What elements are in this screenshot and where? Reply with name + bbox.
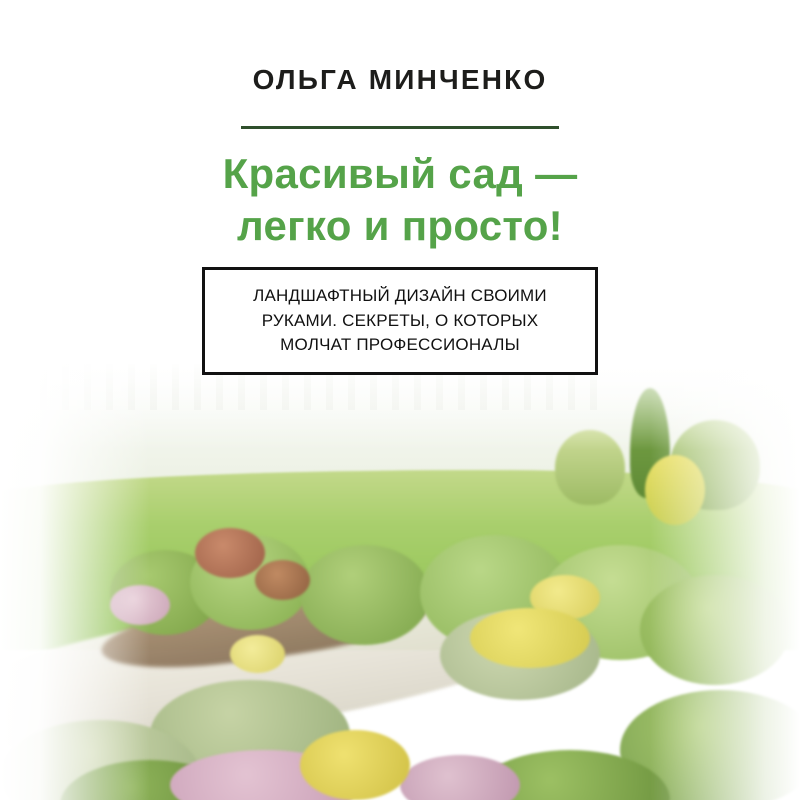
photo-yellow-flowers-3 xyxy=(300,730,410,800)
subtitle-line-1: ЛАНДШАФТНЫЙ ДИЗАЙН СВОИМИ xyxy=(253,286,547,305)
garden-photograph xyxy=(0,360,800,800)
subtitle-line-2: РУКАМИ. СЕКРЕТЫ, О КОТОРЫХ xyxy=(261,310,539,330)
subtitle-box xyxy=(202,267,598,375)
photo-shrub-background-left xyxy=(555,430,625,505)
photo-bronze-plant-1 xyxy=(195,528,265,578)
photo-bronze-plant-2 xyxy=(255,560,310,600)
photo-pink-flowers-3 xyxy=(400,755,520,800)
book-title-line-1: Красивый сад — xyxy=(222,150,578,197)
photo-plant-mass-6 xyxy=(640,575,790,685)
author-name: ОЛЬГА МИНЧЕНКО xyxy=(252,64,548,95)
book-title xyxy=(0,148,800,252)
title-divider-rule xyxy=(241,126,559,129)
photo-yellow-flowers-4 xyxy=(230,635,285,673)
photo-yellow-flowers-1 xyxy=(470,608,590,668)
subtitle-line-3: МОЛЧАТ ПРОФЕССИОНАЛЫ xyxy=(280,335,520,355)
photo-plant-mass-3 xyxy=(300,545,430,645)
photo-pink-flowers-2 xyxy=(110,585,170,625)
photo-yellow-shrub xyxy=(645,455,705,525)
book-title-line-2: легко и просто! xyxy=(237,202,563,250)
